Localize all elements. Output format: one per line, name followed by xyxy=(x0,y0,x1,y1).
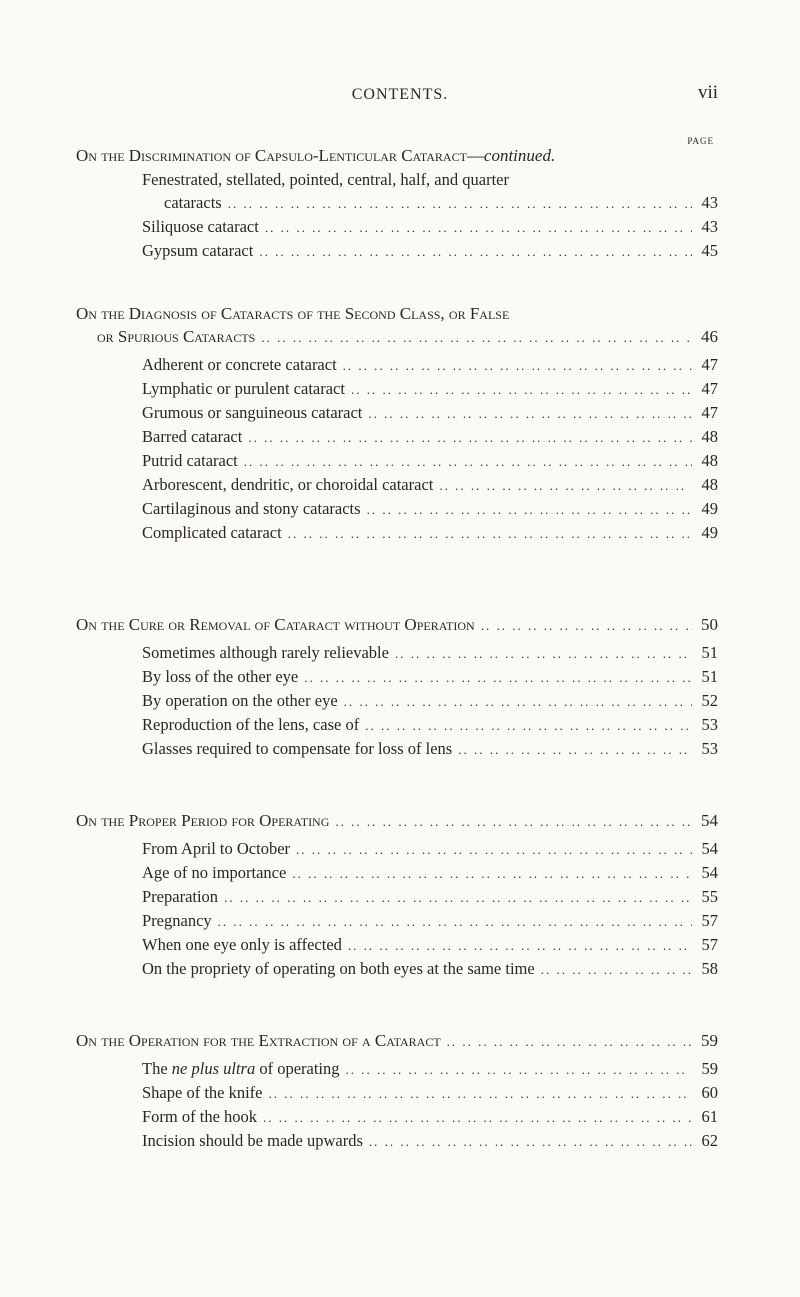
toc-entry: Cartilaginous and stony cataracts .. .. 49 xyxy=(76,497,718,521)
toc-entry: Grumous or sanguineous cataract .. .. 47 xyxy=(76,401,718,425)
toc-block-4 xyxy=(76,809,718,981)
toc-entry: Siliquose cataract .. .. 43 xyxy=(76,215,718,239)
toc-block-1 xyxy=(76,168,718,263)
toc-entry: By operation on the other eye .. .. 52 xyxy=(76,689,718,713)
toc-block-5 xyxy=(76,1029,718,1153)
toc-entry: Age of no importance .. .. 54 xyxy=(76,861,718,885)
section-heading: On the Proper Period for Operating .. .. 54 xyxy=(76,809,718,833)
toc-entry: Putrid cataract .. .. 48 xyxy=(76,449,718,473)
toc-entry: Reproduction of the lens, case of .. .. 53 xyxy=(76,713,718,737)
toc-entry: Pregnancy .. .. 57 xyxy=(76,909,718,933)
toc-entry: Barred cataract .. .. 48 xyxy=(76,425,718,449)
toc-entry: On the propriety of operating on both eyes at the same time .. .. 58 xyxy=(76,957,718,981)
toc-entry: cataracts .. .. 43 xyxy=(76,191,718,215)
toc-entry: The ne plus ultra of operating .. .. 59 xyxy=(76,1057,718,1081)
toc-entry: Lymphatic or purulent cataract .. .. 47 xyxy=(76,377,718,401)
toc-entry: Adherent or concrete cataract .. .. 47 xyxy=(76,353,718,377)
page-column-label: PAGE xyxy=(687,136,714,146)
running-head: CONTENTS. xyxy=(351,86,449,103)
section-heading-continued xyxy=(76,146,555,166)
toc-entry: Form of the hook .. .. 61 xyxy=(76,1105,718,1129)
continued-label: continued. xyxy=(483,146,556,165)
toc-entry: When one eye only is affected .. .. 57 xyxy=(76,933,718,957)
toc-entry: Shape of the knife .. .. 60 xyxy=(76,1081,718,1105)
toc-entry: Preparation .. .. 55 xyxy=(76,885,718,909)
section-heading: On the Operation for the Extraction of a Cataract .. .. 59 xyxy=(76,1029,718,1053)
section-heading: On the Cure or Removal of Cataract without Operation .. .. 50 xyxy=(76,613,718,637)
toc-entry: Sometimes although rarely relievable .. .. 51 xyxy=(76,641,718,665)
toc-entry: Fenestrated, stellated, pointed, central, half, and quarter xyxy=(142,170,509,189)
toc-entry: From April to October .. .. 54 xyxy=(76,837,718,861)
toc-entry: Gypsum cataract .. .. 45 xyxy=(76,239,718,263)
section-heading: On the Diagnosis of Cataracts of the Second Class, or False xyxy=(76,304,510,323)
toc-entry: Complicated cataract .. .. 49 xyxy=(76,521,718,545)
toc-entry: Arborescent, dendritic, or choroidal cataract .. .. 48 xyxy=(76,473,718,497)
toc-entry: By loss of the other eye .. .. 51 xyxy=(76,665,718,689)
toc-block-3 xyxy=(76,613,718,761)
toc-entry: Glasses required to compensate for loss of lens .. .. 53 xyxy=(76,737,718,761)
toc-block-2 xyxy=(76,302,718,545)
page-number: vii xyxy=(697,82,718,103)
section-title: On the Discrimination of Capsulo-Lenticular Cataract— xyxy=(76,146,484,165)
toc-entry: Incision should be made upwards .. .. 62 xyxy=(76,1129,718,1153)
section-heading: or Spurious Cataracts .. .. 46 xyxy=(76,325,718,349)
